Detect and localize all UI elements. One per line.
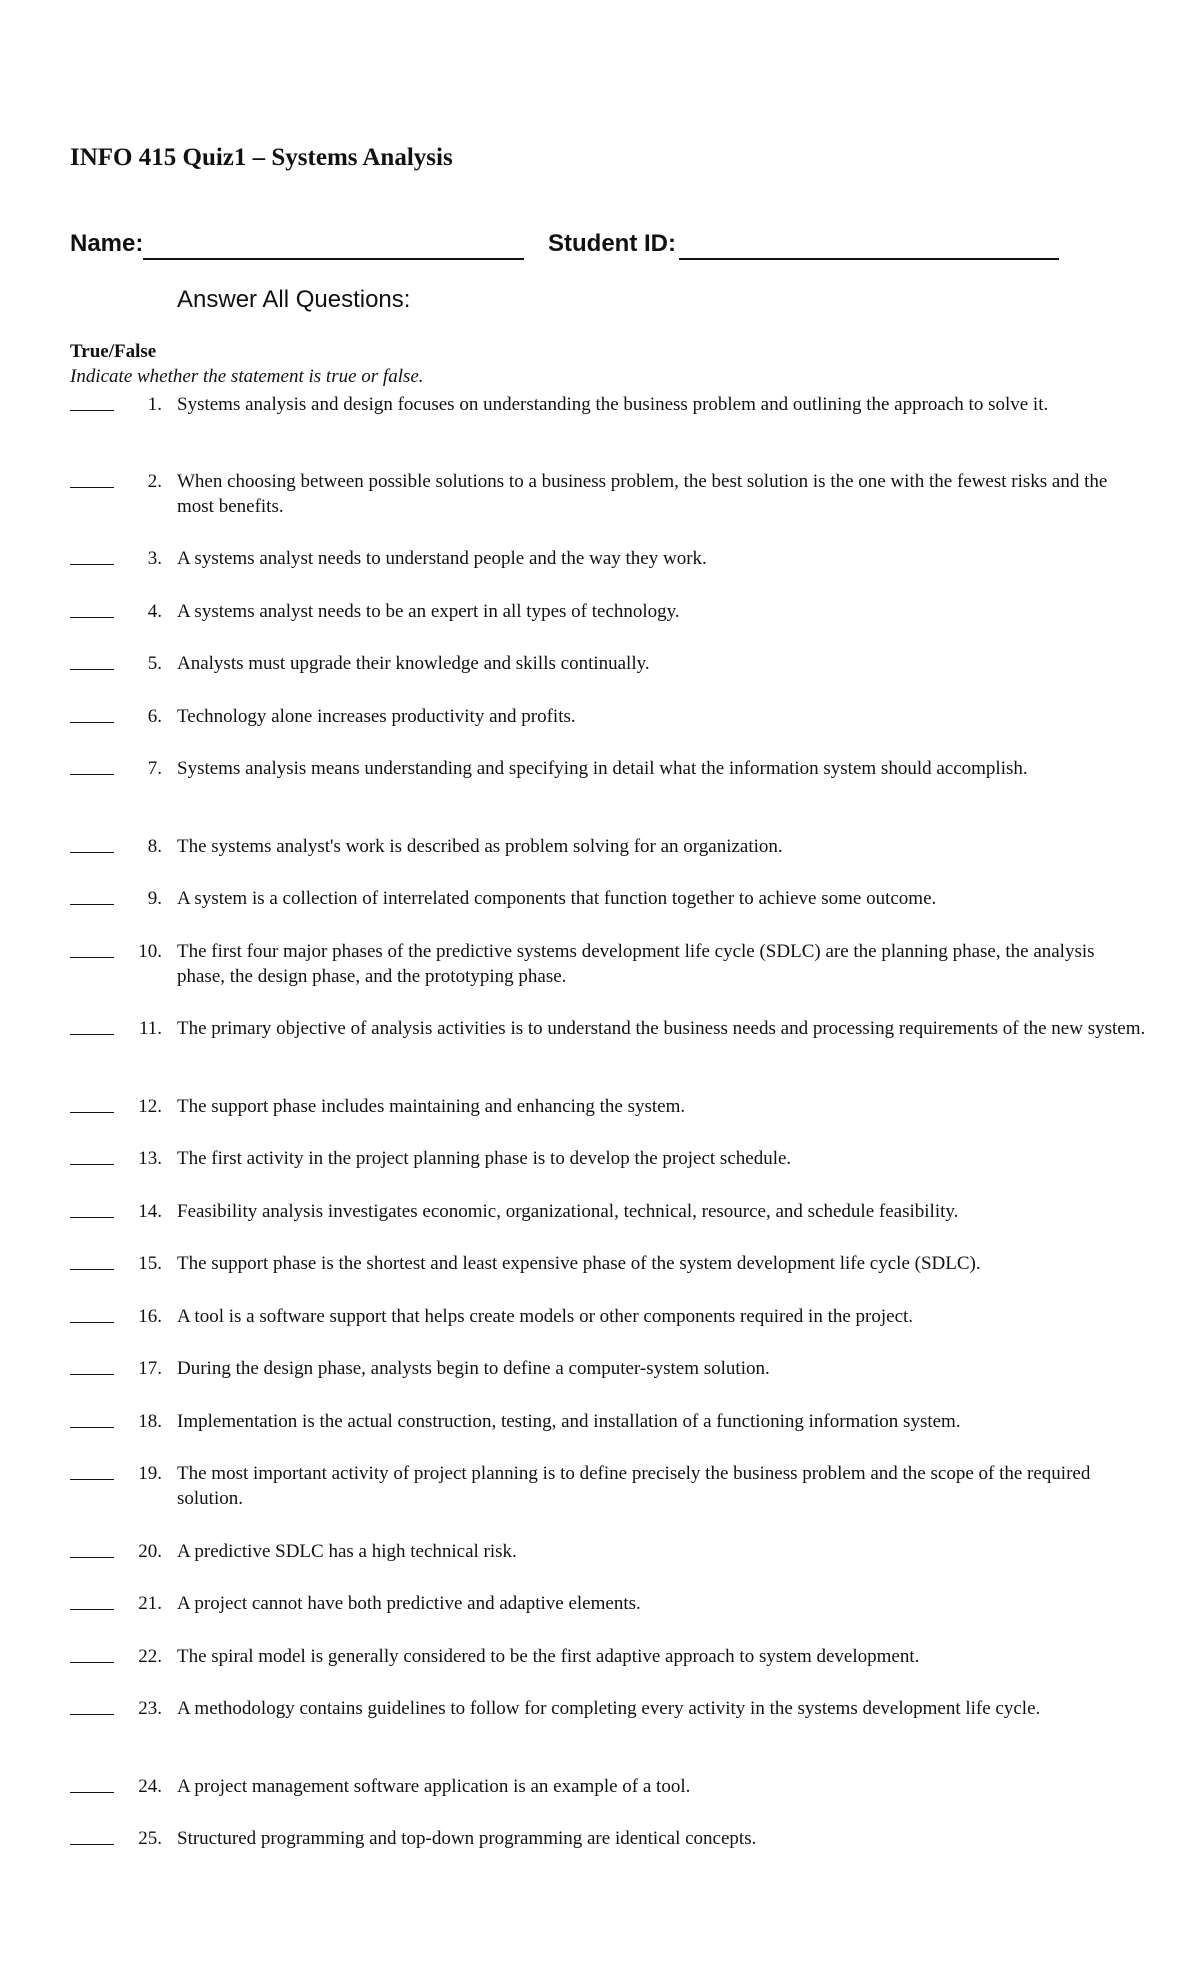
- question-text: A predictive SDLC has a high technical risk.: [177, 1541, 517, 1562]
- student-id-field-line[interactable]: [679, 258, 1059, 260]
- question-text: Technology alone increases productivity and profits.: [177, 706, 576, 727]
- section-heading: True/False: [70, 341, 157, 362]
- question-text: The first four major phases of the predictive systems development life cycle (SDLC) are the planning phase, the analysis phase, the design phase, and the prototyping phase.: [177, 941, 1095, 987]
- question-number: 5.: [147, 653, 162, 674]
- question-text: Systems analysis means understanding and specifying in detail what the information system should accomplish.: [177, 758, 1028, 779]
- answer-blank[interactable]: [70, 1427, 114, 1428]
- question-text: A system is a collection of interrelated components that function together to achieve some outcome.: [177, 888, 937, 909]
- answer-all-instruction: Answer All Questions:: [177, 286, 411, 313]
- question-text: Structured programming and top-down programming are identical concepts.: [177, 1828, 757, 1849]
- answer-blank[interactable]: [70, 1112, 114, 1113]
- answer-blank[interactable]: [70, 1034, 114, 1035]
- question-number: 18.: [138, 1411, 162, 1432]
- question-text: A systems analyst needs to be an expert in all types of technology.: [177, 601, 680, 622]
- student-info-row: [70, 226, 1070, 266]
- answer-blank[interactable]: [70, 1557, 114, 1558]
- answer-blank[interactable]: [70, 487, 114, 488]
- question-number: 12.: [138, 1096, 162, 1117]
- answer-blank[interactable]: [70, 1217, 114, 1218]
- question-number: 9.: [147, 888, 162, 909]
- answer-blank[interactable]: [70, 904, 114, 905]
- question-text: The most important activity of project planning is to define precisely the business problem and the scope of the required solution.: [177, 1463, 1091, 1509]
- question-text: A project cannot have both predictive and adaptive elements.: [177, 1593, 641, 1614]
- question-number: 14.: [138, 1201, 162, 1222]
- answer-blank[interactable]: [70, 774, 114, 775]
- answer-blank[interactable]: [70, 1792, 114, 1793]
- answer-blank[interactable]: [70, 1322, 114, 1323]
- question-text: The first activity in the project planning phase is to develop the project schedule.: [177, 1148, 792, 1169]
- question-number: 13.: [138, 1148, 162, 1169]
- page-title: INFO 415 Quiz1 – Systems Analysis: [70, 144, 453, 171]
- question-number: 16.: [138, 1306, 162, 1327]
- answer-blank[interactable]: [70, 1269, 114, 1270]
- question-text: A systems analyst needs to understand people and the way they work.: [177, 548, 707, 569]
- question-number: 20.: [138, 1541, 162, 1562]
- answer-blank[interactable]: [70, 1374, 114, 1375]
- question-number: 11.: [138, 1018, 162, 1039]
- question-text: Feasibility analysis investigates economic, organizational, technical, resource, and schedule feasibility.: [177, 1201, 959, 1222]
- student-id-label: Student ID:: [548, 230, 676, 257]
- question-number: 8.: [147, 836, 162, 857]
- question-text: A project management software application is an example of a tool.: [177, 1776, 691, 1797]
- answer-blank[interactable]: [70, 957, 114, 958]
- question-text: The primary objective of analysis activities is to understand the business needs and processing requirements of the new system.: [177, 1018, 1146, 1039]
- question-text: When choosing between possible solutions to a business problem, the best solution is the one with the fewest risks and the most benefits.: [177, 471, 1108, 517]
- answer-blank[interactable]: [70, 1662, 114, 1663]
- answer-blank[interactable]: [70, 410, 114, 411]
- question-number: 1.: [147, 394, 162, 415]
- question-number: 15.: [138, 1253, 162, 1274]
- question-number: 3.: [147, 548, 162, 569]
- question-text: Implementation is the actual construction, testing, and installation of a functioning information system.: [177, 1411, 961, 1432]
- answer-blank[interactable]: [70, 669, 114, 670]
- answer-blank[interactable]: [70, 564, 114, 565]
- question-number: 19.: [138, 1463, 162, 1484]
- question-text: A tool is a software support that helps create models or other components required in the project.: [177, 1306, 914, 1327]
- question-text: The support phase is the shortest and least expensive phase of the system development life cycle (SDLC).: [177, 1253, 981, 1274]
- answer-blank[interactable]: [70, 1714, 114, 1715]
- question-text: Analysts must upgrade their knowledge and skills continually.: [177, 653, 650, 674]
- answer-blank[interactable]: [70, 1479, 114, 1480]
- question-number: 10.: [138, 941, 162, 962]
- section-instruction: Indicate whether the statement is true or false.: [70, 366, 424, 387]
- question-text: The systems analyst's work is described as problem solving for an organization.: [177, 836, 783, 857]
- answer-blank[interactable]: [70, 1844, 114, 1845]
- answer-blank[interactable]: [70, 722, 114, 723]
- question-number: 22.: [138, 1646, 162, 1667]
- name-field-line[interactable]: [143, 258, 524, 260]
- question-number: 17.: [138, 1358, 162, 1379]
- question-text: During the design phase, analysts begin to define a computer-system solution.: [177, 1358, 770, 1379]
- question-number: 4.: [147, 601, 162, 622]
- question-text: The support phase includes maintaining and enhancing the system.: [177, 1096, 686, 1117]
- question-text: A methodology contains guidelines to follow for completing every activity in the systems development life cycle.: [177, 1698, 1041, 1719]
- question-number: 21.: [138, 1593, 162, 1614]
- question-number: 24.: [138, 1776, 162, 1797]
- name-label: Name:: [70, 230, 144, 257]
- question-number: 6.: [147, 706, 162, 727]
- answer-blank[interactable]: [70, 1609, 114, 1610]
- answer-blank[interactable]: [70, 617, 114, 618]
- answer-blank[interactable]: [70, 1164, 114, 1165]
- question-text: The spiral model is generally considered to be the first adaptive approach to system development.: [177, 1646, 920, 1667]
- question-number: 25.: [138, 1828, 162, 1849]
- question-number: 23.: [138, 1698, 162, 1719]
- answer-blank[interactable]: [70, 852, 114, 853]
- question-number: 2.: [147, 471, 162, 492]
- question-text: Systems analysis and design focuses on understanding the business problem and outlining the approach to solve it.: [177, 394, 1049, 415]
- question-number: 7.: [147, 758, 162, 779]
